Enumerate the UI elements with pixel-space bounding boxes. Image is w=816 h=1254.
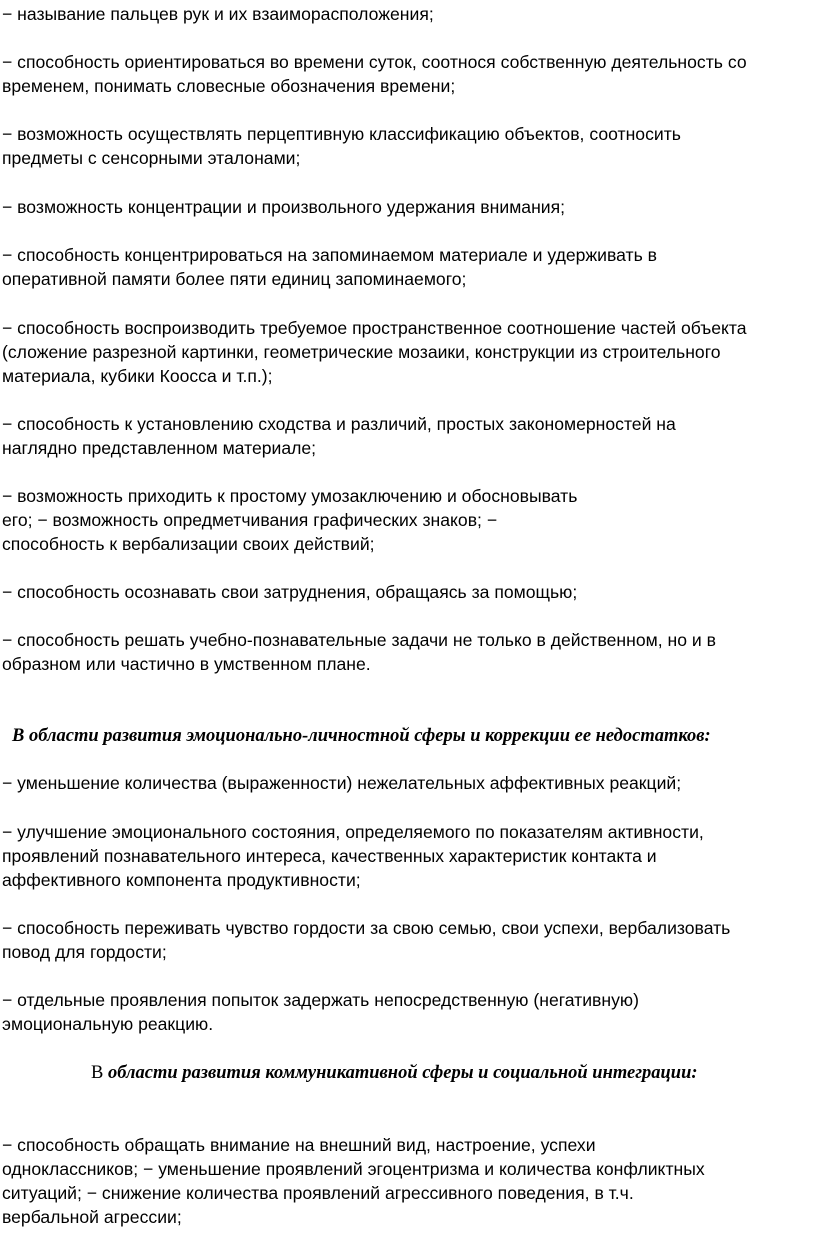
item-inference-line1: − возможность приходить к простому умозаключению и обосновывать <box>2 486 578 506</box>
item-emotional-state-line3: аффективного компонента продуктивности; <box>2 870 361 890</box>
item-restraint-line2: эмоциональную реакцию. <box>2 1014 214 1034</box>
item-inference-line2: его; − возможность опредметчивания графических знаков; − <box>2 510 498 530</box>
item-inference-line3: способность к вербализации своих действий; <box>2 534 375 554</box>
item-spatial-line3: материала, кубики Коосса и т.п.); <box>2 366 273 386</box>
item-emotional-state-line2: проявлений познавательного интереса, качественных характеристик контакта и <box>2 846 657 866</box>
item-memory-line2: оперативной памяти более пяти единиц запоминаемого; <box>2 269 467 289</box>
item-emotional-state-line1: − улучшение эмоционального состояния, определяемого по показателям активности, <box>2 822 704 842</box>
item-pride-line1: − способность переживать чувство гордости за свою семью, свои успехи, вербализовать <box>2 918 731 938</box>
item-attention: − возможность концентрации и произвольного удержания внимания; <box>2 197 566 217</box>
item-communication-line1: − способность обращать внимание на внешний вид, настроение, успехи <box>2 1135 596 1155</box>
item-time-orientation-line1: − способность ориентироваться во времени суток, соотнося собственную деятельность со <box>2 52 747 72</box>
communicative-heading-text: области развития коммуникативной сферы и социальной интеграции: <box>107 1063 698 1083</box>
item-communication-line2: одноклассников; − уменьшение проявлений эгоцентризма и количества конфликтных <box>2 1159 705 1179</box>
communicative-section-heading <box>91 1061 698 1085</box>
item-communication-line4: вербальной агрессии; <box>2 1207 182 1227</box>
item-similarity-line2: наглядно представленном материале; <box>2 438 317 458</box>
item-learning-tasks-line1: − способность решать учебно-познавательные задачи не только в действенном, но и в <box>2 630 716 650</box>
item-naming-fingers: − называние пальцев рук и их взаиморасположения; <box>2 4 434 24</box>
emotional-section-heading: В области развития эмоционально-личностной сферы и коррекции ее недостатков: <box>12 726 711 746</box>
item-spatial-line1: − способность воспроизводить требуемое пространственное соотношение частей объекта <box>2 318 747 338</box>
item-affective-reactions: − уменьшение количества (выраженности) нежелательных аффективных реакций; <box>2 773 682 793</box>
communicative-heading-prefix: В <box>91 1063 104 1083</box>
item-memory-line1: − способность концентрироваться на запоминаемом материале и удерживать в <box>2 245 658 265</box>
item-learning-tasks-line2: образном или частично в умственном плане. <box>2 654 371 674</box>
item-pride-line2: повод для гордости; <box>2 942 167 962</box>
item-spatial-line2: (сложение разрезной картинки, геометрические мозаики, конструкции из строительного <box>2 342 721 362</box>
item-communication-line3: ситуаций; − снижение количества проявлений агрессивного поведения, в т.ч. <box>2 1183 634 1203</box>
item-similarity-line1: − способность к установлению сходства и различий, простых закономерностей на <box>2 414 676 434</box>
item-perceptive-classification-line2: предметы с сенсорными эталонами; <box>2 148 301 168</box>
item-restraint-line1: − отдельные проявления попыток задержать непосредственную (негативную) <box>2 990 639 1010</box>
item-perceptive-classification-line1: − возможность осуществлять перцептивную классификацию объектов, соотносить <box>2 124 681 144</box>
item-time-orientation-line2: временем, понимать словесные обозначения времени; <box>2 76 456 96</box>
item-awareness: − способность осознавать свои затруднения, обращаясь за помощью; <box>2 582 578 602</box>
